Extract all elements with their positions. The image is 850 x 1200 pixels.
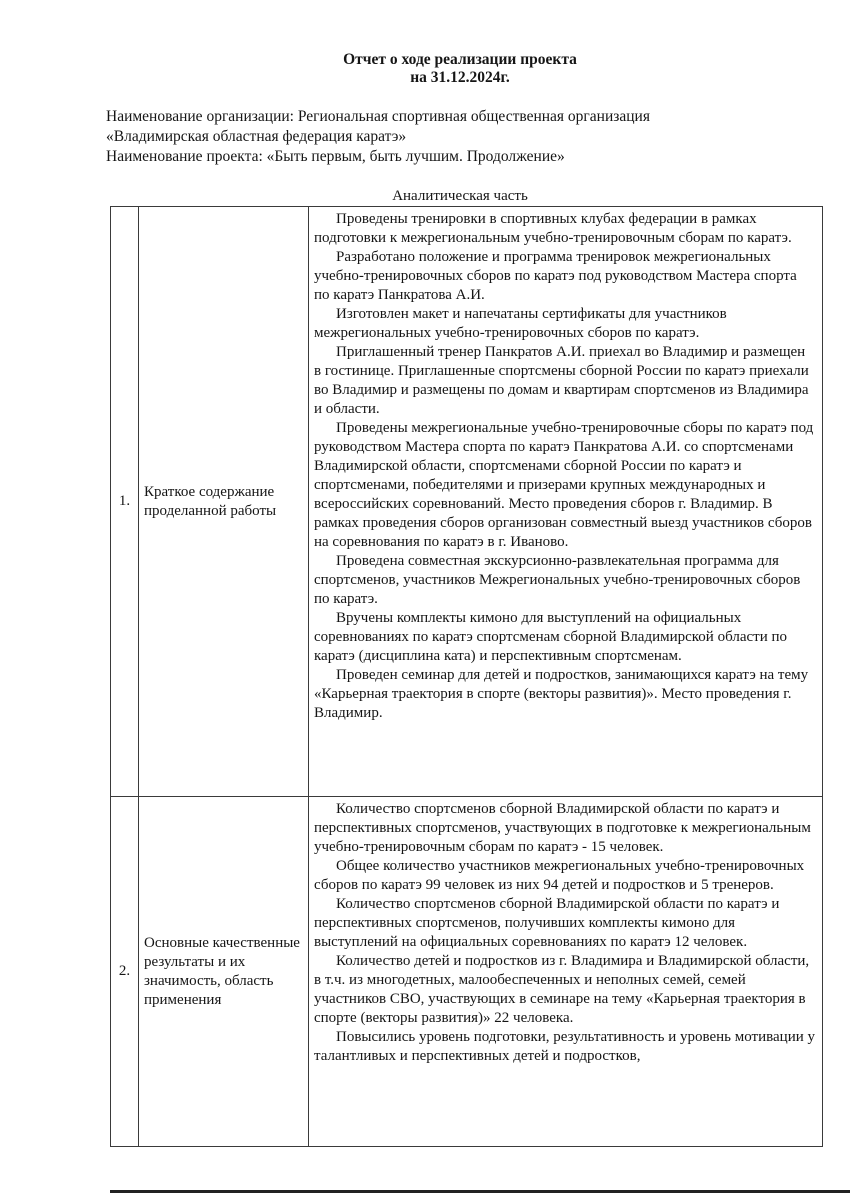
scan-edge-line bbox=[110, 1190, 850, 1193]
paragraph: Разработано положение и программа тренировок межрегиональных учебно-тренировочных сборов по каратэ под руководством Мастера спорта по каратэ Панкратова А.И. bbox=[314, 249, 797, 303]
section-caption: Аналитическая часть bbox=[392, 188, 528, 204]
paragraph: Проведены тренировки в спортивных клубах федерации в рамках подготовки к межрегиональным учебно-тренировочным сборам по каратэ. bbox=[314, 211, 792, 246]
paragraph: Проведены межрегиональные учебно-тренировочные сборы по каратэ под руководством Мастера спорта по каратэ Панкратова А.И. со спортсменами Владимирской области, спортсменами сборной России по каратэ и спортсменами, победителями и призерами крупных международных и всероссийских соревнований. Место проведения сборов г. Владимир. В рамках проведения сборов организован совместный выезд участников сборов на соревнования по каратэ в г. Иваново. bbox=[314, 420, 814, 550]
row-number: 2. bbox=[111, 797, 139, 1147]
row-label: Краткое содержание проделанной работы bbox=[139, 207, 309, 797]
project-name: Наименование проекта: «Быть первым, быть лучшим. Продолжение» bbox=[106, 148, 565, 165]
row-content bbox=[309, 207, 823, 797]
paragraph: Количество спортсменов сборной Владимирской области по каратэ и перспективных спортсменов, участвующих в подготовке к межрегиональным учебно-тренировочным сборам по каратэ - 15 человек. bbox=[314, 801, 811, 855]
report-title: Отчет о ходе реализации проекта bbox=[343, 51, 577, 68]
paragraph: Количество детей и подростков из г. Владимира и Владимирской области, в т.ч. из многодетных, малообеспеченных и неполных семей, семей участников СВО, участвующих в семинаре на тему «Карьерная траектория в спорте (векторы развития)» 22 человека. bbox=[314, 953, 810, 1026]
paragraph: Повысились уровень подготовки, результативность и уровень мотивации у талантливых и перспективных детей и подростков, bbox=[314, 1029, 815, 1064]
organization-name-line1: Наименование организации: Региональная спортивная общественная организация bbox=[106, 108, 650, 125]
paragraph: Количество спортсменов сборной Владимирской области по каратэ и перспективных спортсменов, получивших комплекты кимоно для выступлений на официальных соревнованиях по каратэ 12 человек. bbox=[314, 896, 780, 950]
organization-name-line2: «Владимирская областная федерация каратэ» bbox=[106, 128, 407, 145]
table-row bbox=[111, 797, 823, 1147]
row-content bbox=[309, 797, 823, 1147]
paragraph: Проведен семинар для детей и подростков, занимающихся каратэ на тему «Карьерная траектория в спорте (векторы развития)». Место проведения г. Владимир. bbox=[314, 667, 809, 721]
paragraph: Приглашенный тренер Панкратов А.И. приехал во Владимир и размещен в гостинице. Приглашенные спортсмены сборной России по каратэ приехали во Владимир и размещены по домам и квартирам спортсменов из Владимира и области. bbox=[314, 344, 809, 417]
row-number: 1. bbox=[111, 207, 139, 797]
paragraph: Изготовлен макет и напечатаны сертификаты для участников межрегиональных учебно-тренировочных сборов по каратэ. bbox=[314, 306, 727, 341]
row-label: Основные качественные результаты и их значимость, область применения bbox=[139, 797, 309, 1147]
paragraph: Общее количество участников межрегиональных учебно-тренировочных сборов по каратэ 99 человек из них 94 детей и подростков и 5 тренеров. bbox=[314, 858, 805, 893]
table-row bbox=[111, 207, 823, 797]
paragraph: Вручены комплекты кимоно для выступлений на официальных соревнованиях по каратэ спортсменам сборной Владимирской области по каратэ (дисциплина ката) и перспективным спортсменам. bbox=[314, 610, 787, 664]
analytics-table bbox=[110, 206, 823, 1147]
report-date: на 31.12.2024г. bbox=[410, 69, 510, 86]
paragraph: Проведена совместная экскурсионно-развлекательная программа для спортсменов, участников Межрегиональных учебно-тренировочных сборов по каратэ. bbox=[314, 553, 801, 607]
